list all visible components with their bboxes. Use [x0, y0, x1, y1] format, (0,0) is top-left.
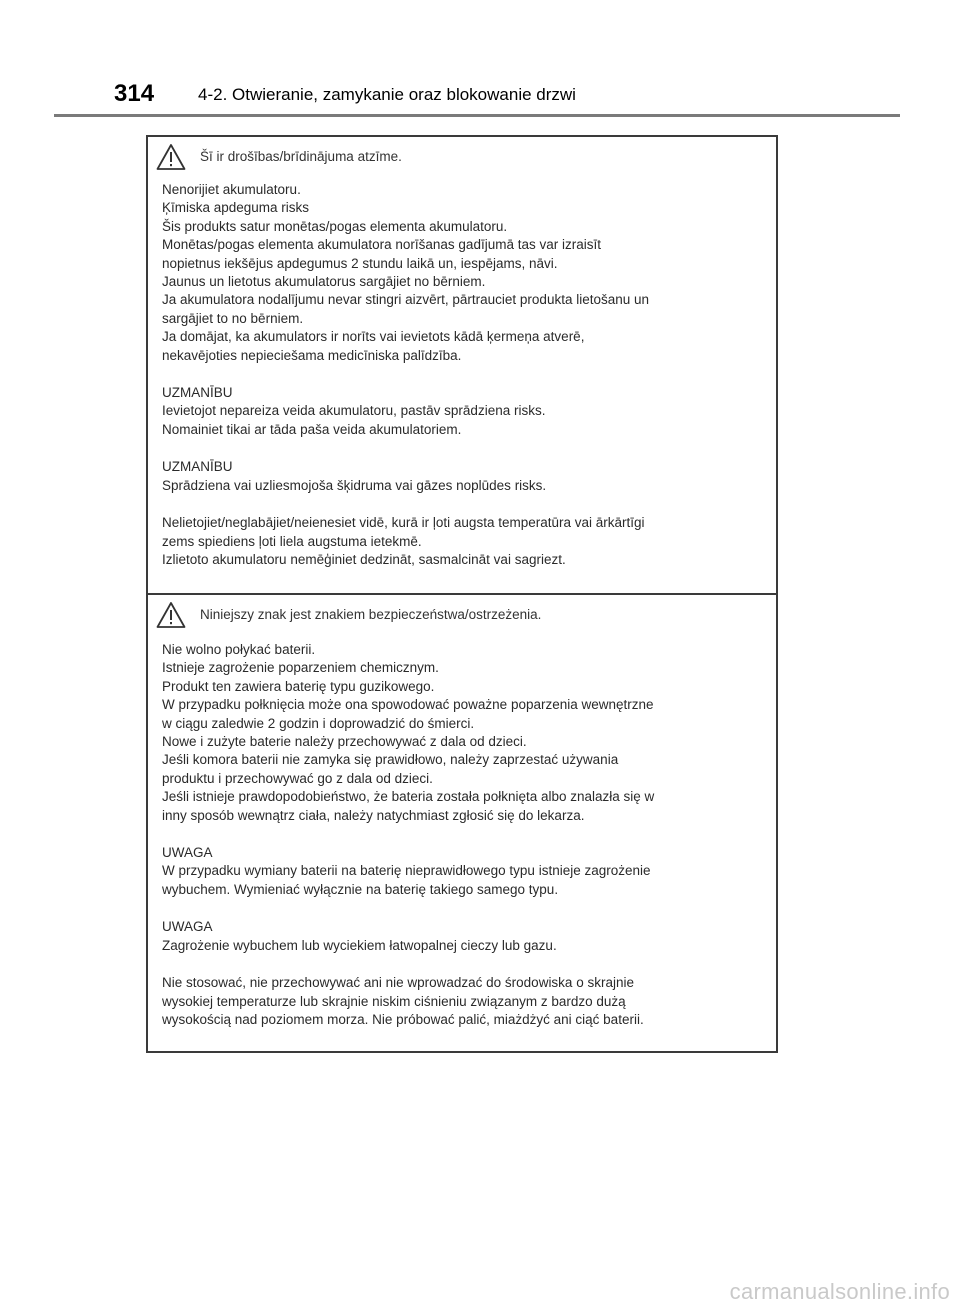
- paragraph: [162, 844, 766, 899]
- text-line: Ja domājat, ka akumulators ir norīts vai ievietots kādā ķermeņa atverē,: [162, 329, 585, 345]
- warning-triangle-icon: [156, 601, 186, 629]
- caution-heading: UZMANĪBU: [162, 459, 233, 475]
- sign-caption: Šī ir drošības/brīdinājuma atzīme.: [200, 149, 402, 164]
- text-line: wybuchem. Wymieniać wyłącznie na baterię takiego samego typu.: [162, 881, 559, 897]
- text-line: wysokiej temperaturze lub skrajnie niskim ciśnieniu związanym z bardzo dużą: [162, 993, 626, 1009]
- text-line: produktu i przechowywać go z dala od dzieci.: [162, 770, 433, 786]
- text-line: Zagrożenie wybuchem lub wyciekiem łatwopalnej cieczy lub gazu.: [162, 937, 557, 953]
- text-line: W przypadku wymiany baterii na baterię nieprawidłowego typu istnieje zagrożenie: [162, 863, 651, 879]
- warning-triangle-icon: [156, 143, 186, 171]
- text-line: nopietnus iekšējus apdegumus 2 stundu laikā un, iespējams, nāvi.: [162, 255, 558, 271]
- text-line: Nomainiet tikai ar tāda paša veida akumulatoriem.: [162, 421, 462, 437]
- text-line: zems spiediens ļoti liela augstuma ietekmē.: [162, 533, 422, 549]
- paragraph: [162, 384, 766, 439]
- paragraph: [162, 181, 766, 365]
- header-rule: [54, 114, 900, 117]
- text-line: wysokością nad poziomem morza. Nie próbować palić, miażdżyć ani ciąć baterii.: [162, 1011, 644, 1027]
- text-line: w ciągu zaledwie 2 godzin i doprowadzić do śmierci.: [162, 715, 475, 731]
- text-line: Nowe i zużyte baterie należy przechowywać z dala od dzieci.: [162, 734, 527, 750]
- warning-section-polish: [148, 593, 776, 1051]
- text-line: Ievietojot nepareiza veida akumulatoru, pastāv sprādziena risks.: [162, 403, 546, 419]
- page-header: [0, 76, 960, 116]
- text-line: sargājiet to no bērniem.: [162, 310, 304, 326]
- paragraph: [162, 641, 766, 825]
- text-line: Nelietojiet/neglabājiet/neienesiet vidē, kurā ir ļoti augsta temperatūra vai ārkārtīgi: [162, 515, 645, 531]
- chapter-title: 4-2. Otwieranie, zamykanie oraz blokowanie drzwi: [198, 85, 576, 104]
- paragraph: [162, 514, 766, 569]
- text-line: Sprādziena vai uzliesmojoša šķidruma vai gāzes noplūdes risks.: [162, 477, 547, 493]
- caution-heading: UWAGA: [162, 845, 213, 861]
- text-line: Monētas/pogas elementa akumulatora norīšanas gadījumā tas var izraisīt: [162, 237, 601, 253]
- text-line: Izlietoto akumulatoru nemēģiniet dedzināt, sasmalcināt vai sagriezt.: [162, 551, 566, 567]
- text-line: Šis produkts satur monētas/pogas elementa akumulatoru.: [162, 218, 508, 234]
- text-line: inny sposób wewnątrz ciała, należy natychmiast zgłosić się do lekarza.: [162, 807, 585, 823]
- watermark: carmanualsonline.info: [729, 1279, 950, 1304]
- text-line: Jeśli komora baterii nie zamyka się prawidłowo, należy zaprzestać używania: [162, 752, 619, 768]
- warning-body-latvian: [162, 181, 766, 588]
- text-line: nekavējoties nepieciešama medicīniska palīdzība.: [162, 347, 462, 363]
- battery-warning-box: [146, 135, 778, 1053]
- caution-heading: UZMANĪBU: [162, 385, 233, 401]
- text-line: Nie stosować, nie przechowywać ani nie wprowadzać do środowiska o skrajnie: [162, 975, 634, 991]
- text-line: Produkt ten zawiera baterię typu guzikowego.: [162, 678, 435, 694]
- text-line: Jeśli istnieje prawdopodobieństwo, że bateria została połknięta albo znalazła się w: [162, 789, 655, 805]
- warning-section-latvian: [148, 137, 776, 591]
- paragraph: [162, 974, 766, 1029]
- paragraph: [162, 458, 766, 495]
- text-line: Nenorijiet akumulatoru.: [162, 182, 301, 197]
- text-line: Jaunus un lietotus akumulatorus sargājiet no bērniem.: [162, 274, 486, 290]
- caution-heading: UWAGA: [162, 919, 213, 935]
- text-line: Istnieje zagrożenie poparzeniem chemicznym.: [162, 660, 439, 676]
- page-number: 314: [114, 80, 155, 107]
- text-line: W przypadku połknięcia może ona spowodować poważne poparzenia wewnętrzne: [162, 697, 654, 713]
- text-line: Ja akumulatora nodalījumu nevar stingri aizvērt, pārtrauciet produkta lietošanu un: [162, 292, 650, 308]
- warning-body-polish: [162, 641, 766, 1048]
- text-line: Ķīmiska apdeguma risks: [162, 200, 310, 216]
- sign-caption: Niniejszy znak jest znakiem bezpieczeństwa/ostrzeżenia.: [200, 607, 542, 622]
- paragraph: [162, 918, 766, 955]
- text-line: Nie wolno połykać baterii.: [162, 642, 316, 657]
